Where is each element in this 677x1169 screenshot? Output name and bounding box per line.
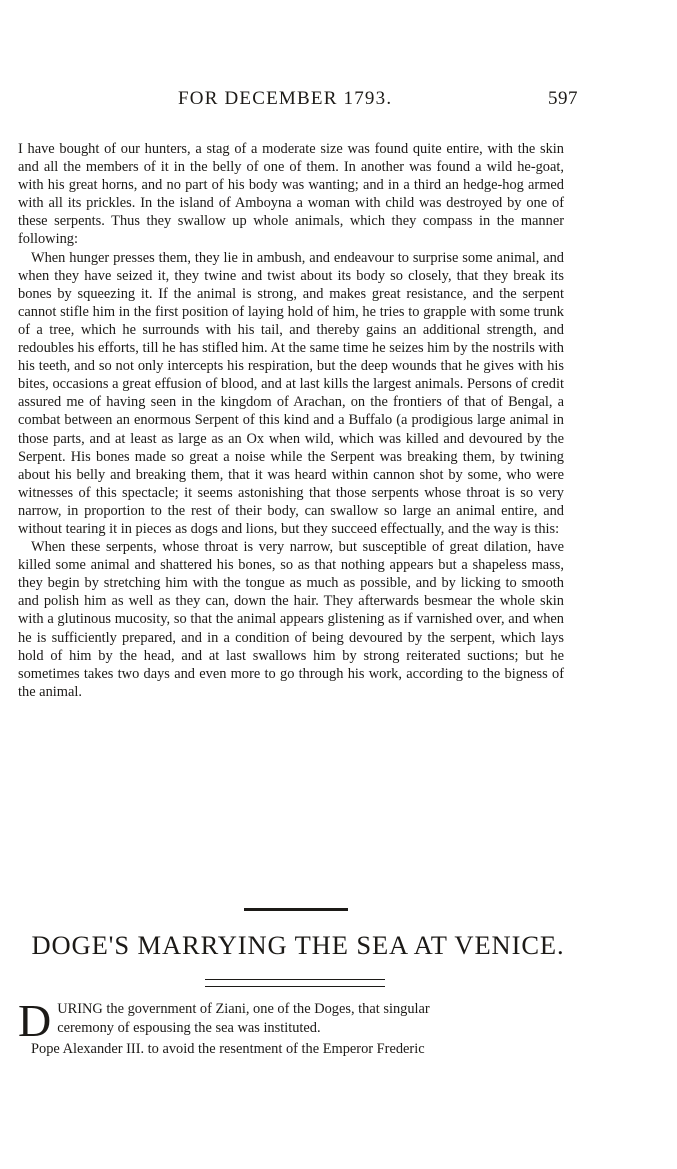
paragraph: Pope Alexander III. to avoid the resentment of the Emperor Frederic: [31, 1041, 425, 1057]
section-divider: [244, 908, 348, 911]
serpent-article-text: [18, 140, 564, 701]
page-number: 597: [548, 88, 578, 109]
drop-cap: D: [18, 995, 52, 1046]
running-head: FOR DECEMBER 1793.: [178, 88, 393, 109]
lead-line: URING the government of Ziani, one of the Doges, that singular: [57, 1001, 430, 1017]
title-ornament-rule: [205, 979, 385, 987]
paragraph: I have bought of our hunters, a stag of a moderate size was found quite entire, with the skin and all the members of it in the belly of one of them. In another was found a wild he-goat, with his great horns, and no part of his body was wanting; and in a third an hedge-hog armed with all its prickles. In the island of Amboyna a woman with child was destroyed by one of these serpents. Thus they swallow up whole animals, which they compass in the manner following:: [18, 141, 564, 248]
paragraph: [18, 995, 564, 1046]
paragraph-continuation: ceremony of espousing the sea was instituted.: [57, 1020, 321, 1036]
paragraph: When hunger presses them, they lie in ambush, and endeavour to surprise some animal, and when they have seized it, they twine and twist about its body so closely, that they break its bones by squeezing it. If the animal is strong, and makes great resistance, and the serpent cannot stifle him in the first position of laying hold of him, he tries to grapple with some trunk of a tree, which he surrounds with his tail, and thereby gains an additional strength, and redoubles his efforts, till he has stifled him. At the same time he seizes him by the nostrils with his teeth, and so not only intercepts his respiration, but the deep wounds that he gives with his bites, occasions a great effusion of blood, and at last kills the largest animals. Persons of credit assured me of having seen in the kingdom of Arachan, on the frontiers of that of Bengal, a combat between an enormous Serpent of this kind and a Buffalo (a prodigious large animal in those parts, and at least as large as an Ox when wild, which was killed and devoured by the Serpent. His bones made so great a noise while the Serpent was breaking them, by twining about his belly and breaking them, that it was heard within cannon shot by some, who were witnesses of this spectacle; it seems astonishing that those serpents whose throat is so very narrow, in proportion to the rest of their body, can swallow so large an animal entire, and without tearing it in pieces as dogs and lions, but they succeed effectually, and the way is this:: [18, 249, 564, 537]
page-header: [18, 88, 578, 118]
article-title: DOGE'S MARRYING THE SEA AT VENICE.: [31, 930, 565, 960]
doge-article-text: [18, 995, 564, 1059]
paragraph: When these serpents, whose throat is very narrow, but susceptible of great dilation, have killed some animal and shattered his bones, so as that nothing appears but a shapeless mass, they begin by stretching him with the tongue as much as possible, and by licking to smooth and polish him as well as they can, down the hair. They afterwards besmear the whole skin with a glutinous mucosity, so that the animal appears glistening as if varnished over, and when he is sufficiently prepared, and in a condition of being devoured by the serpent, which lays hold of him by the head, and at last swallows him by strong reiterated suctions; but he sometimes takes two days and even more to go through his work, according to the bigness of the animal.: [18, 539, 564, 700]
